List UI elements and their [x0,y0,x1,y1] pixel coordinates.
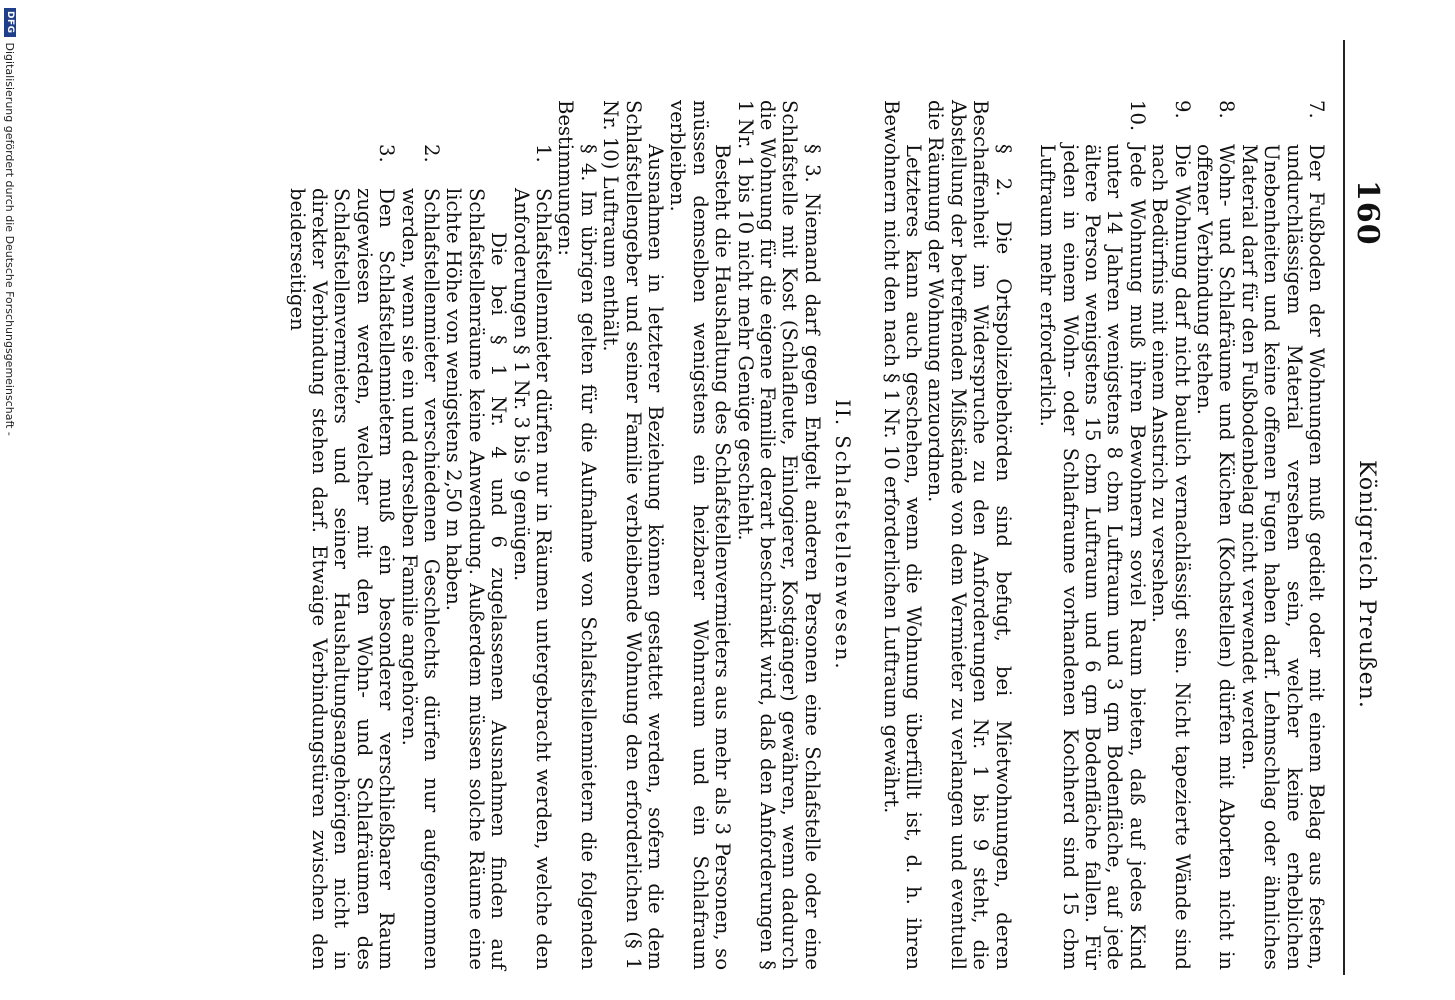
item-number: 10. [1125,100,1149,132]
digitization-credit-text: Digitalisierung gefördert durch die Deutsche Forschungsgemeinschaft - [3,42,17,436]
digitization-credit [0,0,20,1000]
section-4-list [285,100,554,970]
item-text: Schlafstellenmieter verschiedenen Geschlechts dürfen nur aufgenommen werden, wenn sie ein und derselben Familie angehören. [397,188,443,970]
item-number: 9. [1170,100,1194,119]
list-item-subparagraph: Die bei § 1 Nr. 4 und 6 zugelassenen Ausnahmen finden auf Schlafstellenräume keine Anwendung. Außerdem müssen solche Räume eine lichte Höhe von wenigstens 2,50 m haben. [442,188,511,970]
item-number: 3. [375,144,399,163]
item-text: Wohn- und Schlafräume und Küchen (Kochstellen) dürfen mit Aborten nicht in offener Verbindung stehen. [1192,144,1239,970]
page-body [285,100,1327,970]
list-item [1148,100,1193,970]
paragraph-section-3-continued: Besteht die Haushaltung des Schlafstellenvermieters aus mehr als 3 Personen, so müssen demselben wenigstens ein heizbarer Wohnraum und ein Schlafraum verbleiben. [666,100,735,970]
page-number: 160 [1350,180,1385,246]
item-text: Die Wohnung darf nicht baulich vernachlässigt sein. Nicht tapezierte Wände sind nach Bedürfnis mit einem Anstrich zu versehen. [1148,144,1194,970]
item-text: Schlafstellenmieter dürfen nur in Räumen untergebracht werden, welche den Anforderungen § 1 Nr. 3 bis 9 genügen. [509,188,555,970]
paragraph-section-2-continued: Letzteres kann auch geschehen, wenn die Wohnung überfüllt ist, d. h. ihren Bewohnern nicht den nach § 1 Nr. 10 erforderlichen Luftraum gewährt. [879,100,926,970]
paragraph-section-4: § 4. Im übrigen gelten für die Aufnahme von Schlafstellenmietern die folgenden Bestimmungen: [554,100,600,970]
running-head: Königreich Preußen. [1354,460,1379,709]
list-item [1193,100,1238,970]
item-text: Jede Wohnung muß ihren Bewohnern soviel Raum bieten, daß auf jedes Kind unter 14 Jahren wenigstens 8 cbm Luftraum und 3 qm Bodenfläche, auf jede ältere Person wenigstens 15 cbm Luftraum und 6 qm Bodenfläche fallen. Für jeden in einem Wohn- oder Schlafraume vorhandenen Kochherd sind 15 cbm Luftraum mehr erforderlich. [1036,144,1149,970]
list-item [1036,100,1148,970]
list-item [397,144,442,970]
item-number: 7. [1305,100,1328,119]
page-header [1343,40,1385,975]
item-number: 1. [532,144,555,163]
item-number: 8. [1215,100,1239,119]
paragraph-section-2: § 2. Die Ortspolizeibehörden sind befugt, bei Mietwohnungen, deren Beschaffenheit im Widerspruche zu den Anforderungen Nr. 1 bis 9 steht, die Abstellung der betreffenden Mißstände von dem Vermieter zu verlangen und eventuell die Räumung der Wohnung anzuordnen. [924,100,1015,970]
dfg-logo: DFG [4,8,16,37]
item-number: 2. [419,144,443,163]
list-item [509,144,554,970]
list-item [285,144,397,970]
list-item [1237,100,1327,970]
section-heading: II. Schlafstellenwesen. [831,399,855,671]
item-text: Den Schlafstellenmietern muß ein besonderer verschließbarer Raum zugewiesen werden, welcher mit den Wohn- und Schlafräumen des Schlafstellenvermieters und seiner Haushaltungsangehörigen nicht in direkter Verbindung stehen darf. Etwaige Verbindungstüren zwischen den beiderseitigen [285,188,399,970]
item-text: Der Fußboden der Wohnungen muß gedielt oder mit einem Belag aus festem, undurchlässigem Material versehen sein, welcher keine erheblichen Unebenheiten und keine offenen Fugen haben darf. Lehmschlag oder ähnliches Material darf für den Fußbodenbelag nicht verwendet werden. [1237,144,1328,970]
paragraph-section-3-exceptions: Ausnahmen in letzterer Beziehung können gestattet werden, sofern die dem Schlafstellengeber und seiner Familie verbleibende Wohnung den erforderlichen (§ 1 Nr. 10) Luftraum enthält. [599,100,668,970]
paragraph-section-3: § 3. Niemand darf gegen Entgelt anderen Personen eine Schlafstelle oder eine Schlafstelle mit Kost (Schlafleute, Einlogierer, Kostgänger) gewähren, wenn dadurch die Wohnung für die eigene Familie derart beschränkt wird, daß den Anforderungen § 1 Nr. 1 bis 10 nicht mehr Genüge geschieht. [733,100,824,970]
